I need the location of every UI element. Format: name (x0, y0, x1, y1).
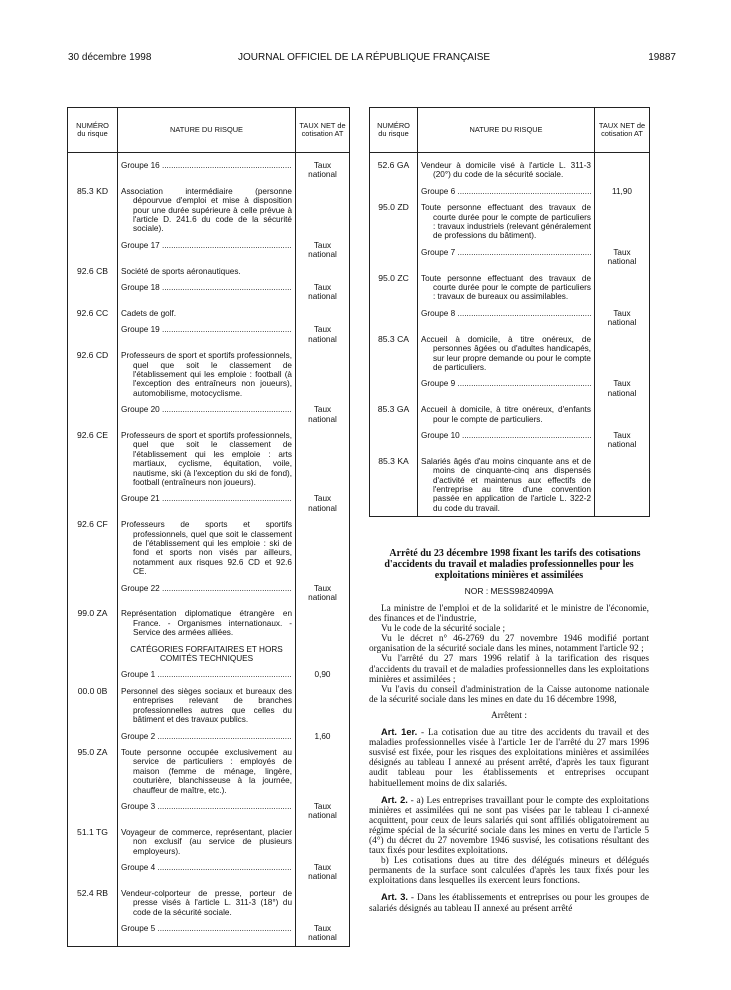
group-label (418, 372, 595, 398)
risk-description (118, 424, 296, 487)
description-text: Accueil à domicile, à titre onéreux, d'enfants pour le compte de particuliers. (421, 405, 591, 424)
risk-code (68, 153, 118, 180)
group-line (121, 584, 292, 593)
column-header-taux: TAUX NET de cotisation AT (595, 108, 650, 153)
article-3 (369, 892, 649, 913)
table-row (68, 663, 350, 679)
risk-code (370, 424, 418, 450)
table-row (370, 424, 650, 450)
group-label (418, 241, 595, 267)
group-line (121, 161, 292, 170)
description-text: Professeurs de sports et sportifs professionnels, quel que soit le classement de l'établissement qui les emploie : ski de fond et sports non visés par ailleurs, notamment aux risques 92.6 CD et 92.6 CE. (121, 520, 292, 577)
description-text: Salariés âgés d'au moins cinquante ans et de moins de cinquante-cinq ans dispensés d'activité et maintenus aux effectifs de l'entreprise au titre d'une convention passée en application de l'article L. 322-2 du code du travail. (421, 456, 591, 513)
group-name: Groupe 2 ..... (121, 732, 292, 741)
risk-description (418, 196, 595, 241)
table-row (370, 328, 650, 373)
risk-code (370, 180, 418, 196)
risk-code (370, 302, 418, 328)
table-row (370, 267, 650, 302)
rate-value: 1,60 (296, 725, 350, 741)
table-row (68, 302, 350, 318)
table-row (68, 344, 350, 398)
table-row (68, 234, 350, 260)
group-line (421, 187, 591, 196)
risk-code (68, 276, 118, 302)
group-label (118, 725, 296, 741)
risk-code: 92.6 CC (68, 302, 118, 318)
rate-value (296, 638, 350, 664)
risk-description (418, 450, 595, 517)
risk-code (370, 241, 418, 267)
group-name: Groupe 18 ..... (121, 283, 292, 292)
table-row (370, 372, 650, 398)
column-header-code: NUMÉRO du risque (370, 108, 418, 153)
group-name: Groupe 6 ..... (421, 187, 591, 196)
risk-code (68, 318, 118, 344)
risk-code: 52.6 GA (370, 153, 418, 180)
risk-code (68, 663, 118, 679)
table-row (68, 398, 350, 424)
risk-code: 92.6 CB (68, 260, 118, 276)
group-name: Groupe 1 ..... (121, 670, 292, 679)
group-name: Groupe 19 ..... (121, 325, 292, 334)
description-text: Toute personne occupée exclusivement au service de particuliers : employés de maison (femme de ménage, lingère, couturière, blanchisseuse à la journée, chauffeur de maître, etc.). (121, 747, 292, 795)
group-name: Groupe 7 ..... (421, 248, 591, 257)
risk-code (68, 234, 118, 260)
right-risk-table (369, 107, 650, 517)
column-header-taux: TAUX NET de cotisation AT (296, 108, 350, 153)
rate-value (595, 153, 650, 180)
description-text: Professeurs de sport et sportifs professionnels, quel que soit le classement de l'établissement qui les emploie : arts martiaux, cyclisme, équitation, voile, nautisme, ski (à l'exception du ski de fond), football (entraîneurs non joueurs). (121, 430, 292, 487)
rate-value (595, 328, 650, 373)
risk-code: 52.4 RB (68, 882, 118, 917)
group-name: Groupe 5 ..... (121, 924, 292, 933)
table-row (370, 398, 650, 424)
group-name: Groupe 10 ..... (421, 431, 591, 440)
risk-description (118, 180, 296, 234)
group-label (118, 153, 296, 180)
table-row (370, 153, 650, 180)
rate-value (296, 344, 350, 398)
rate-value: Taux national (296, 153, 350, 180)
risk-code (68, 577, 118, 603)
group-name: Groupe 21 ..... (121, 494, 292, 503)
rate-value: Taux national (296, 577, 350, 603)
risk-code (68, 725, 118, 741)
table-row (68, 318, 350, 344)
table-row (68, 856, 350, 882)
group-name: Groupe 20 ..... (121, 405, 292, 414)
table-row (370, 302, 650, 328)
rate-value: Taux national (595, 372, 650, 398)
risk-code: 92.6 CD (68, 344, 118, 398)
rate-value: Taux national (296, 856, 350, 882)
risk-code: 95.0 ZA (68, 741, 118, 795)
table-row (68, 680, 350, 725)
table-row (68, 917, 350, 946)
group-line (421, 431, 591, 440)
risk-code: 85.3 KA (370, 450, 418, 517)
rate-value (296, 821, 350, 856)
rate-value: Taux national (296, 276, 350, 302)
preamble-paragraph: Vu l'arrêté du 27 mars 1996 relatif à la tarification des risques d'accidents du travail et de maladies professionnelles dans les exploitations minières et assimilées ; (369, 654, 649, 685)
risk-code (68, 398, 118, 424)
article-1-label: Art. 1er. (381, 727, 418, 738)
risk-description (418, 153, 595, 180)
group-label (418, 302, 595, 328)
article-2 (369, 795, 649, 857)
rate-value: Taux national (296, 234, 350, 260)
risk-code: 92.6 CF (68, 513, 118, 576)
rate-value: 0,90 (296, 663, 350, 679)
group-name: Groupe 3 ..... (121, 802, 292, 811)
group-line (121, 325, 292, 334)
group-label (418, 424, 595, 450)
group-label (118, 856, 296, 882)
rate-value (595, 398, 650, 424)
group-label (118, 917, 296, 946)
risk-description (118, 260, 296, 276)
table-row (68, 487, 350, 513)
risk-description (118, 741, 296, 795)
table-row (68, 424, 350, 487)
description-text: Cadets de golf. (121, 308, 177, 318)
table-row (68, 602, 350, 637)
group-line (121, 283, 292, 292)
table-row (68, 260, 350, 276)
risk-description (118, 821, 296, 856)
table-row (68, 741, 350, 795)
article-3-label: Art. 3. (381, 892, 408, 903)
risk-code: 51.1 TG (68, 821, 118, 856)
description-text: Accueil à domicile, à titre onéreux, de personnes âgées ou d'adultes handicapés, sur leur propre demande ou pour le compte de particuliers. (421, 334, 591, 372)
risk-code: 95.0 ZD (370, 196, 418, 241)
rate-value (296, 260, 350, 276)
column-header-nature: NATURE DU RISQUE (418, 108, 595, 153)
risk-description (118, 882, 296, 917)
description-text: Vendeur à domicile visé à l'article L. 311-3 (20°) du code de la sécurité sociale. (421, 161, 591, 180)
risk-description (418, 267, 595, 302)
rate-value (296, 882, 350, 917)
category-heading (118, 638, 296, 664)
group-line (121, 670, 292, 679)
table-row (68, 276, 350, 302)
rate-value (296, 741, 350, 795)
article-1 (369, 727, 649, 789)
group-label (118, 318, 296, 344)
preamble-paragraph: Vu l'avis du conseil d'administration de la Caisse autonome nationale de la sécurité sociale dans les mines en date du 16 décembre 1998, (369, 684, 649, 705)
arrete-title: Arrêté du 23 décembre 1998 fixant les tarifs des cotisations d'accidents du travail et maladies professionnelles pour les exploitations minières et assimilées (384, 548, 641, 581)
table-row (68, 725, 350, 741)
group-line (121, 241, 292, 250)
group-line (121, 924, 292, 933)
arrete-section (369, 548, 649, 914)
column-header-nature: NATURE DU RISQUE (118, 108, 296, 153)
group-label (118, 398, 296, 424)
rate-value (296, 680, 350, 725)
rate-value (595, 196, 650, 241)
header-page-number: 19887 (648, 52, 676, 63)
group-label (118, 577, 296, 603)
rate-value: Taux national (296, 398, 350, 424)
risk-code: 00.0 0B (68, 680, 118, 725)
rate-value: Taux national (296, 795, 350, 821)
group-label (418, 180, 595, 196)
article-2b: b) Les cotisations dues au titre des délégués mineurs et délégués permanents de la surface sont calculées d'après les taux fixés pour les exploitations dans lesquelles ils exercent leurs fonctions. (369, 856, 649, 887)
risk-description (118, 680, 296, 725)
risk-code (370, 372, 418, 398)
group-label (118, 795, 296, 821)
description-text: Toute personne effectuant des travaux de courte durée pour le compte de particuliers : travaux de bureaux ou assimilables. (421, 273, 591, 302)
rate-value: Taux national (296, 917, 350, 946)
article-1-text: - La cotisation due au titre des accidents du travail et des maladies professionnelles visée à l'article 1er de l'arrêté du 27 mars 1996 susvisé est fixée, pour les risques des exploitations minières et assimilées désignés au tableau I annexé au présent arrêté, d'après les taux figurant audit tableau pour les établissements et entreprises occupant habituellement moins de dix salariés. (369, 728, 649, 789)
rate-value (296, 513, 350, 576)
group-name: Groupe 17 ..... (121, 241, 292, 250)
group-name: Groupe 22 ..... (121, 584, 292, 593)
risk-description (118, 302, 296, 318)
risk-code: 85.3 GA (370, 398, 418, 424)
risk-code: 85.3 KD (68, 180, 118, 234)
rate-value: 11,90 (595, 180, 650, 196)
arretent-heading: Arrêtent : (491, 710, 527, 721)
rate-value: Taux national (595, 241, 650, 267)
risk-code (68, 856, 118, 882)
risk-description (118, 344, 296, 398)
risk-description (118, 513, 296, 576)
group-line (421, 379, 591, 388)
table-row (68, 577, 350, 603)
nor-reference: NOR : MESS9824099A (464, 586, 554, 596)
table-row (68, 638, 350, 664)
risk-code (68, 795, 118, 821)
header-date: 30 décembre 1998 (68, 52, 152, 63)
table-row (370, 196, 650, 241)
table-row (68, 821, 350, 856)
table-row (370, 241, 650, 267)
rate-value (296, 424, 350, 487)
rate-value (296, 602, 350, 637)
description-text: Professeurs de sport et sportifs professionnels, quel que soit le classement de l'établissement qui les emploie : football (à l'exception des entraîneurs non joueurs), automobilisme, motocyclisme. (121, 351, 292, 398)
group-name: Groupe 4 ..... (121, 863, 292, 872)
rate-value (296, 180, 350, 234)
article-3-text: - Dans les établissements et entreprises ou pour les groupes de salariés désignés au tableau II annexé au présent arrêté (369, 893, 650, 914)
rate-value (296, 302, 350, 318)
description-text: Association intermédiaire (personne dépourvue d'emploi et mise à disposition pour une durée supérieure à celle prévue à l'article D. 241.6 du code de la sécurité sociale). (121, 186, 292, 234)
column-header-code: NUMÉRO du risque (68, 108, 118, 153)
group-label (118, 663, 296, 679)
risk-code: 85.3 CA (370, 328, 418, 373)
group-name: Groupe 16 ..... (121, 161, 292, 170)
article-2a-text: - a) Les entreprises travaillant pour le compte des exploitations minières et assimilées qui ne sont pas visées par le tableau I ci-annexé acquittent, pour ceux de leurs salariés qui sont affiliés obligatoirement au régime spécial de la sécurité sociale dans les mines en vertu de l'article 5 (4°) du décret du 27 novembre 1946 susvisé, les cotisations résultant des taux fixés pour lesdites exploitations. (369, 795, 649, 857)
group-line (121, 405, 292, 414)
group-label (118, 487, 296, 513)
description-text: Représentation diplomatique étrangère en France. - Organismes internationaux. - Service des armées alliées. (121, 609, 292, 638)
rate-value: Taux national (296, 318, 350, 344)
rate-value (595, 450, 650, 517)
group-name: Groupe 8 ..... (421, 309, 591, 318)
risk-description (418, 398, 595, 424)
rate-value: Taux national (595, 424, 650, 450)
preamble-paragraph: Vu le code de la sécurité sociale ; (381, 624, 506, 635)
group-label (118, 234, 296, 260)
risk-description (418, 328, 595, 373)
group-label (118, 276, 296, 302)
table-row (68, 795, 350, 821)
rate-value (595, 267, 650, 302)
rate-value: Taux national (296, 487, 350, 513)
table-row (68, 882, 350, 917)
risk-description (118, 602, 296, 637)
group-line (421, 309, 591, 318)
rate-value: Taux national (595, 302, 650, 328)
left-risk-table (67, 107, 350, 947)
preamble-paragraph: La ministre de l'emploi et de la solidarité et le ministre de l'économie, des finances et de l'industrie, (369, 604, 649, 625)
group-line (421, 248, 591, 257)
description-text: Vendeur-colporteur de presse, porteur de presse visés à l'article L. 311-3 (18°) du code de la sécurité sociale. (121, 888, 292, 917)
risk-code: 95.0 ZC (370, 267, 418, 302)
risk-code: 92.6 CE (68, 424, 118, 487)
group-line (121, 802, 292, 811)
category-text: CATÉGORIES FORFAITAIRES ET HORS COMITÉS TECHNIQUES (130, 644, 283, 664)
risk-code (68, 917, 118, 946)
header-journal-title: JOURNAL OFFICIEL DE LA RÉPUBLIQUE FRANÇAISE (238, 52, 491, 63)
description-text: Toute personne effectuant des travaux de courte durée pour le compte de particuliers : travaux industriels (relevant généralement de professions du bâtiment). (421, 203, 591, 241)
article-2-label: Art. 2. (381, 794, 408, 805)
description-text: Voyageur de commerce, représentant, placier non exclusif (au service de plusieurs employeurs). (121, 827, 292, 856)
risk-code (68, 487, 118, 513)
table-row (68, 513, 350, 576)
group-line (121, 732, 292, 741)
group-line (121, 494, 292, 503)
table-row (68, 180, 350, 234)
risk-code (68, 638, 118, 664)
table-row (370, 450, 650, 517)
description-text: Personnel des sièges sociaux et bureaux des entreprises relevant de branches professionnelles autres que celles du bâtiment et des travaux publics. (121, 686, 292, 725)
description-text: Société de sports aéronautiques. (121, 266, 241, 276)
table-row (68, 153, 350, 180)
risk-code: 99.0 ZA (68, 602, 118, 637)
preamble-paragraph: Vu le décret n° 46-2769 du 27 novembre 1946 modifié portant organisation de la sécurité sociale dans les mines, notamment l'article 92 ; (369, 634, 649, 655)
group-name: Groupe 9 ..... (421, 379, 591, 388)
table-row (370, 180, 650, 196)
group-line (121, 863, 292, 872)
